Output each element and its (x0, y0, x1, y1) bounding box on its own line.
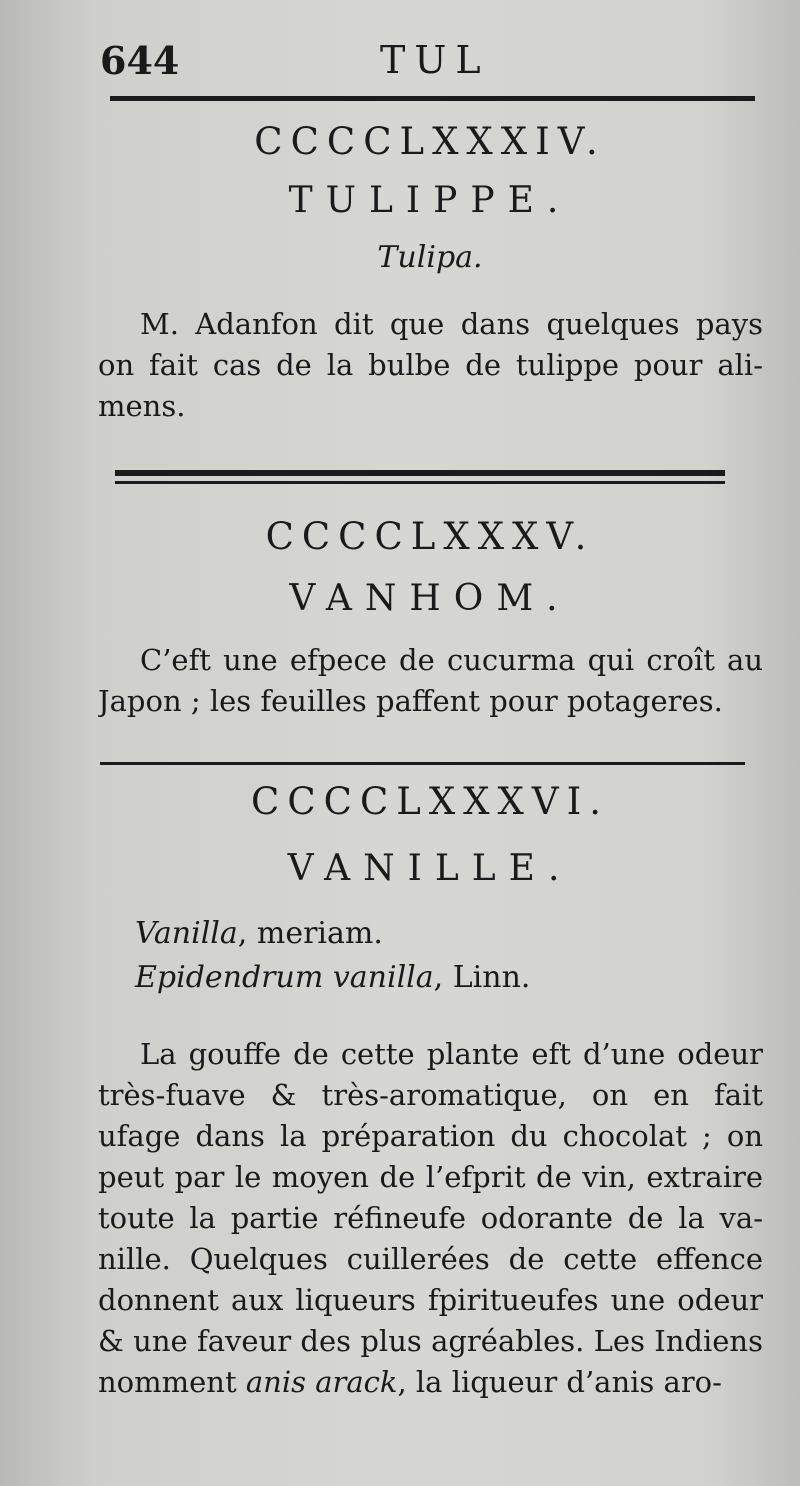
entry-text (98, 1034, 763, 1403)
page-header (100, 30, 755, 90)
text-line: donnent aux liqueurs fpiritueufes une odeur (98, 1283, 763, 1317)
text-line: nille. Quelques cuillerées de cette effence (98, 1242, 763, 1276)
header-rule (110, 96, 755, 101)
synonym-authority: , Linn. (433, 960, 531, 995)
running-head: TUL (380, 38, 490, 82)
text-line: toute la partie réfineufe odorante de la va- (98, 1201, 763, 1235)
entry-text (98, 304, 763, 427)
synonym-authority: , meriam. (237, 916, 383, 951)
entry-title: VANHOM. (289, 578, 571, 619)
text-line: La gouffe de cette plante eft d’une odeur (140, 1037, 763, 1071)
entry-number: CCCCLXXXIV. (254, 120, 606, 163)
synonym-line (135, 916, 383, 951)
latin-name: Tulipa. (377, 240, 483, 275)
synonym-name: Epidendrum vanilla (135, 960, 434, 995)
text-line: & une faveur des plus agréables. Les Indiens (98, 1324, 763, 1358)
text-line: C’eft une efpece de cucurma qui croît au (140, 643, 763, 677)
text-line: ufage dans la préparation du chocolat ; on (98, 1119, 763, 1153)
synonym-line (135, 960, 530, 995)
entry-title: VANILLE. (287, 848, 573, 889)
italic-term: anis arack (245, 1365, 398, 1399)
entry-number: CCCCLXXXVI. (251, 780, 609, 823)
text-line: M. Adanfon dit que dans quelques pays (140, 307, 763, 341)
text-line: très-fuave & très-aromatique, on en fait (98, 1078, 763, 1112)
page-number: 644 (100, 38, 180, 83)
text-line: nomment anis arack, la liqueur d’anis aro- (98, 1365, 722, 1399)
text-line: mens. (98, 389, 186, 423)
section-divider (100, 762, 745, 765)
entry-text (98, 640, 763, 722)
text-line: peut par le moyen de l’efprit de vin, extraire (98, 1160, 763, 1194)
entry-title: TULIPPE. (288, 180, 572, 221)
text-line: Japon ; les feuilles paffent pour potageres. (98, 684, 723, 718)
section-divider (115, 470, 725, 490)
text-line: on fait cas de la bulbe de tulippe pour ali- (98, 348, 763, 382)
entry-number: CCCCLXXXV. (265, 515, 595, 558)
synonym-name: Vanilla (135, 916, 238, 951)
